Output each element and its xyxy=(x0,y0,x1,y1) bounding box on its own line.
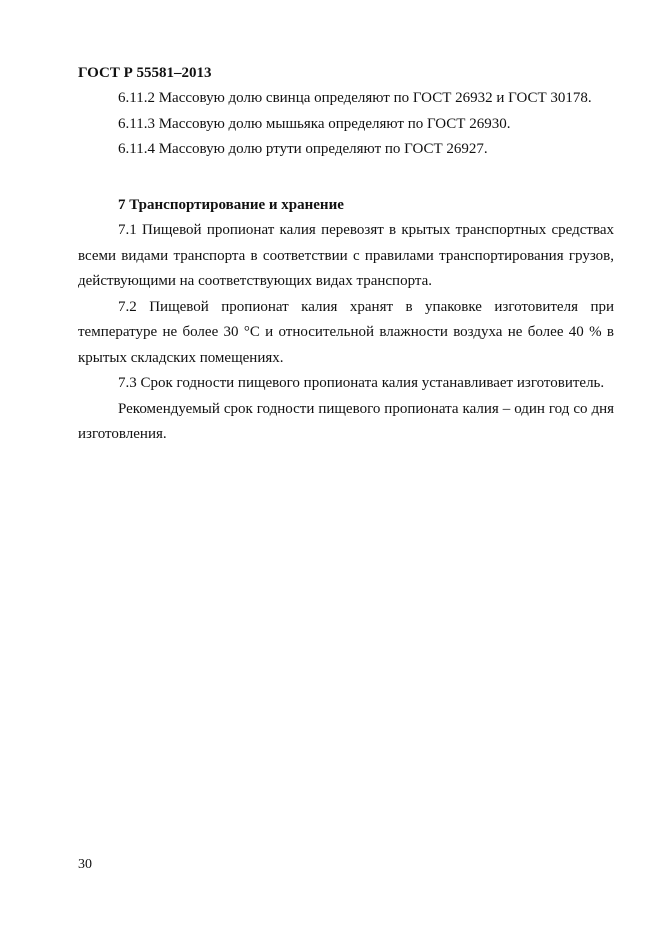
paragraph-7-3: 7.3 Срок годности пищевого пропионата калия устанавливает изготовитель. xyxy=(118,375,605,391)
page-number: 30 xyxy=(78,857,92,872)
paragraph-shelf-life-recommendation: Рекомендуемый срок годности пищевого пропионата калия – один год со дня изготовления. xyxy=(78,400,614,442)
paragraph-6-11-4: 6.11.4 Массовую долю ртути определяют по ГОСТ 26927. xyxy=(118,141,488,157)
section-heading: 7 Транспортирование и хранение xyxy=(118,196,344,213)
standard-code-header: ГОСТ Р 55581–2013 xyxy=(78,65,212,81)
paragraph-6-11-2: 6.11.2 Массовую долю свинца определяют по ГОСТ 26932 и ГОСТ 30178. xyxy=(118,90,592,106)
document-body xyxy=(78,86,614,448)
paragraph-7-2: 7.2 Пищевой пропионат калия хранят в упаковке изготовителя при температуре не более 30 °С и относительной влажности воздуха не более 40 % в крытых складских помещениях. xyxy=(78,298,614,366)
paragraph-7-1: 7.1 Пищевой пропионат калия перевозят в крытых транспортных средствах всеми видами транспорта в соответствии с правилами транспортирования грузов, действующими на соответствующих видах транспорта. xyxy=(78,222,614,289)
section-spacer xyxy=(78,163,614,193)
paragraph-6-11-3: 6.11.3 Массовую долю мышьяка определяют по ГОСТ 26930. xyxy=(118,115,511,132)
